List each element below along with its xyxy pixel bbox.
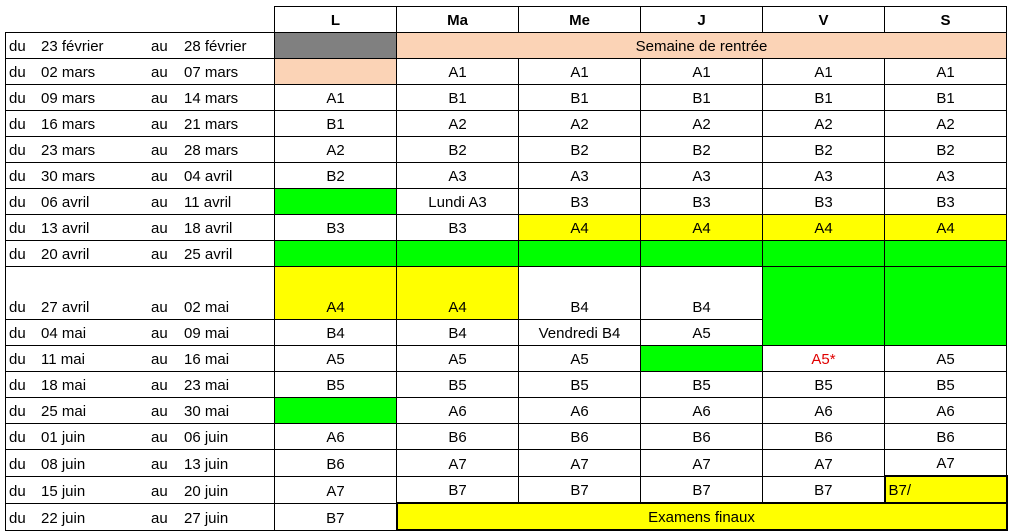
from-date: 22 juin — [41, 509, 86, 527]
cell: B7 — [519, 476, 641, 503]
cell: B3 — [641, 189, 763, 215]
au-label: au — [151, 429, 168, 446]
au-label: au — [151, 194, 168, 211]
cell-yellow: B7/ — [885, 476, 1007, 503]
cell: B5 — [641, 372, 763, 398]
cell: A1 — [519, 59, 641, 85]
from-date: 02 mars — [41, 64, 96, 81]
cell-green — [275, 189, 397, 215]
cell: B1 — [763, 85, 885, 111]
date-cell — [6, 215, 275, 241]
to-date: 23 mai — [184, 377, 230, 394]
du-label: du — [9, 116, 26, 133]
cell: A6 — [641, 398, 763, 424]
cell: B6 — [519, 424, 641, 450]
to-date: 07 mars — [184, 64, 239, 81]
from-date: 08 juin — [41, 455, 86, 473]
header-jeudi: J — [641, 7, 763, 33]
date-cell — [6, 111, 275, 137]
from-date: 18 mai — [41, 377, 87, 394]
du-label: du — [9, 168, 26, 185]
table-row — [6, 503, 1007, 530]
du-label: du — [9, 246, 26, 263]
table-row — [6, 450, 1007, 477]
table-row — [6, 163, 1007, 189]
au-label: au — [151, 325, 168, 342]
cell: B3 — [885, 189, 1007, 215]
cell: B2 — [519, 137, 641, 163]
au-label: au — [151, 246, 168, 263]
cell: A7 — [275, 476, 397, 503]
au-label: au — [151, 351, 168, 368]
cell: B5 — [397, 372, 519, 398]
cell-green — [275, 241, 397, 267]
cell: A3 — [763, 163, 885, 189]
cell: B6 — [885, 424, 1007, 450]
date-cell — [6, 450, 275, 477]
cell: A6 — [519, 398, 641, 424]
date-cell — [6, 163, 275, 189]
cell: A7 — [885, 450, 1007, 477]
cell-yellow: A4 — [519, 215, 641, 241]
au-label: au — [151, 142, 168, 159]
date-cell — [6, 503, 275, 530]
cell-yellow: A4 — [885, 215, 1007, 241]
date-cell — [6, 346, 275, 372]
date-cell — [6, 424, 275, 450]
cell: A1 — [641, 59, 763, 85]
du-label: du — [9, 90, 26, 107]
cell: A5 — [397, 346, 519, 372]
cell-green — [641, 346, 763, 372]
au-label: au — [151, 299, 168, 316]
from-date: 20 avril — [41, 246, 90, 263]
table-row — [6, 33, 1007, 59]
au-label: au — [151, 509, 168, 527]
au-label: au — [151, 455, 168, 473]
du-label: du — [9, 482, 26, 500]
au-label: au — [151, 64, 168, 81]
from-date: 01 juin — [41, 429, 86, 446]
cell: B7 — [275, 503, 397, 530]
du-label: du — [9, 509, 26, 527]
to-date: 28 mars — [184, 142, 239, 159]
cell: A3 — [641, 163, 763, 189]
cell-green — [641, 241, 763, 267]
cell: B6 — [763, 424, 885, 450]
from-date: 06 avril — [41, 194, 90, 211]
du-label: du — [9, 194, 26, 211]
date-cell — [6, 85, 275, 111]
table-row — [6, 59, 1007, 85]
du-label: du — [9, 220, 26, 237]
from-date: 13 avril — [41, 220, 90, 237]
date-cell — [6, 137, 275, 163]
cell: B5 — [885, 372, 1007, 398]
au-label: au — [151, 403, 168, 420]
du-label: du — [9, 299, 26, 316]
cell: B5 — [275, 372, 397, 398]
to-date: 25 avril — [184, 246, 233, 263]
cell: B6 — [641, 424, 763, 450]
cell: A5 — [885, 346, 1007, 372]
date-cell — [6, 476, 275, 503]
table-row — [6, 424, 1007, 450]
cell: A2 — [519, 111, 641, 137]
table-row — [6, 215, 1007, 241]
du-label: du — [9, 64, 26, 81]
cell: B2 — [885, 137, 1007, 163]
from-date: 23 mars — [41, 142, 96, 159]
table-row — [6, 111, 1007, 137]
cell: B1 — [397, 85, 519, 111]
cell-green — [763, 267, 885, 346]
header-mercredi: Me — [519, 7, 641, 33]
cell: A3 — [397, 163, 519, 189]
cell: A5 — [641, 320, 763, 346]
cell: B1 — [519, 85, 641, 111]
cell: A6 — [397, 398, 519, 424]
cell: A7 — [397, 450, 519, 477]
cell: B2 — [275, 163, 397, 189]
to-date: 04 avril — [184, 168, 233, 185]
from-date: 27 avril — [41, 299, 90, 316]
cell: A1 — [397, 59, 519, 85]
cell: A7 — [519, 450, 641, 477]
du-label: du — [9, 351, 26, 368]
to-date: 28 février — [184, 38, 247, 55]
cell: B4 — [641, 267, 763, 320]
au-label: au — [151, 168, 168, 185]
cell-green — [885, 267, 1007, 346]
cell-yellow: A4 — [397, 267, 519, 320]
au-label: au — [151, 377, 168, 394]
cell: B3 — [763, 189, 885, 215]
table-row — [6, 189, 1007, 215]
du-label: du — [9, 403, 26, 420]
to-date: 02 mai — [184, 299, 230, 316]
date-cell — [6, 267, 275, 320]
cell: B1 — [275, 111, 397, 137]
date-cell — [6, 189, 275, 215]
from-date: 25 mai — [41, 403, 87, 420]
schedule-table — [5, 6, 1008, 531]
cell: B7 — [641, 476, 763, 503]
date-cell — [6, 398, 275, 424]
cell: B3 — [397, 215, 519, 241]
cell-yellow: A4 — [641, 215, 763, 241]
cell-green — [885, 241, 1007, 267]
cell-green — [763, 241, 885, 267]
date-cell — [6, 320, 275, 346]
cell: B2 — [763, 137, 885, 163]
from-date: 09 mars — [41, 90, 96, 107]
to-date: 06 juin — [184, 429, 229, 446]
header-vendredi: V — [763, 7, 885, 33]
table-row — [6, 346, 1007, 372]
to-date: 14 mars — [184, 90, 239, 107]
to-date: 30 mai — [184, 403, 230, 420]
table-row — [6, 241, 1007, 267]
date-cell — [6, 59, 275, 85]
table-row — [6, 372, 1007, 398]
from-date: 15 juin — [41, 482, 86, 500]
cell: Lundi A3 — [397, 189, 519, 215]
du-label: du — [9, 377, 26, 394]
cell: B5 — [519, 372, 641, 398]
table-row — [6, 85, 1007, 111]
from-date: 16 mars — [41, 116, 96, 133]
date-cell — [6, 33, 275, 59]
corner-cell — [6, 7, 275, 33]
to-date: 27 juin — [184, 509, 229, 527]
au-label: au — [151, 220, 168, 237]
du-label: du — [9, 455, 26, 473]
header-lundi: L — [275, 7, 397, 33]
header-row — [6, 7, 1007, 33]
to-date: 21 mars — [184, 116, 239, 133]
cell-gray — [275, 33, 397, 59]
cell: A6 — [885, 398, 1007, 424]
header-mardi: Ma — [397, 7, 519, 33]
au-label: au — [151, 116, 168, 133]
cell: A2 — [641, 111, 763, 137]
cell: A5 — [519, 346, 641, 372]
du-label: du — [9, 38, 26, 55]
cell-green — [397, 241, 519, 267]
cell: A2 — [275, 137, 397, 163]
to-date: 13 juin — [184, 455, 229, 473]
cell-yellow: A4 — [275, 267, 397, 320]
cell-red: A5* — [763, 346, 885, 372]
from-date: 30 mars — [41, 168, 96, 185]
cell: B2 — [397, 137, 519, 163]
du-label: du — [9, 325, 26, 342]
cell: B4 — [519, 267, 641, 320]
cell: A7 — [641, 450, 763, 477]
table-row — [6, 476, 1007, 503]
cell: A7 — [763, 450, 885, 477]
to-date: 20 juin — [184, 482, 229, 500]
cell: B2 — [641, 137, 763, 163]
cell: B6 — [397, 424, 519, 450]
du-label: du — [9, 429, 26, 446]
cell: B7 — [763, 476, 885, 503]
cell: B4 — [275, 320, 397, 346]
cell: A2 — [397, 111, 519, 137]
table-row — [6, 267, 1007, 320]
cell-yellow: A4 — [763, 215, 885, 241]
to-date: 09 mai — [184, 325, 230, 342]
cell: B5 — [763, 372, 885, 398]
cell: A6 — [763, 398, 885, 424]
header-samedi: S — [885, 7, 1007, 33]
date-cell — [6, 241, 275, 267]
to-date: 11 avril — [184, 194, 232, 211]
cell: A1 — [885, 59, 1007, 85]
du-label: du — [9, 142, 26, 159]
cell: A5 — [275, 346, 397, 372]
from-date: 11 mai — [41, 351, 85, 368]
au-label: au — [151, 90, 168, 107]
cell: B1 — [641, 85, 763, 111]
to-date: 18 avril — [184, 220, 233, 237]
cell: Vendredi B4 — [519, 320, 641, 346]
cell: B4 — [397, 320, 519, 346]
au-label: au — [151, 38, 168, 55]
cell: B3 — [275, 215, 397, 241]
cell: B6 — [275, 450, 397, 477]
cell: A6 — [275, 424, 397, 450]
au-label: au — [151, 482, 168, 500]
banner-examens: Examens finaux — [397, 503, 1007, 530]
cell: A1 — [275, 85, 397, 111]
to-date: 16 mai — [184, 351, 230, 368]
cell-peach — [275, 59, 397, 85]
cell-green — [275, 398, 397, 424]
table-row — [6, 137, 1007, 163]
cell: A3 — [885, 163, 1007, 189]
cell: B1 — [885, 85, 1007, 111]
banner-rentree: Semaine de rentrée — [397, 33, 1007, 59]
cell: B3 — [519, 189, 641, 215]
cell: A2 — [763, 111, 885, 137]
cell: A2 — [885, 111, 1007, 137]
cell-green — [519, 241, 641, 267]
from-date: 04 mai — [41, 325, 87, 342]
table-row — [6, 398, 1007, 424]
cell: B7 — [397, 476, 519, 503]
cell: A1 — [763, 59, 885, 85]
date-cell — [6, 372, 275, 398]
cell: A3 — [519, 163, 641, 189]
from-date: 23 février — [41, 38, 104, 55]
